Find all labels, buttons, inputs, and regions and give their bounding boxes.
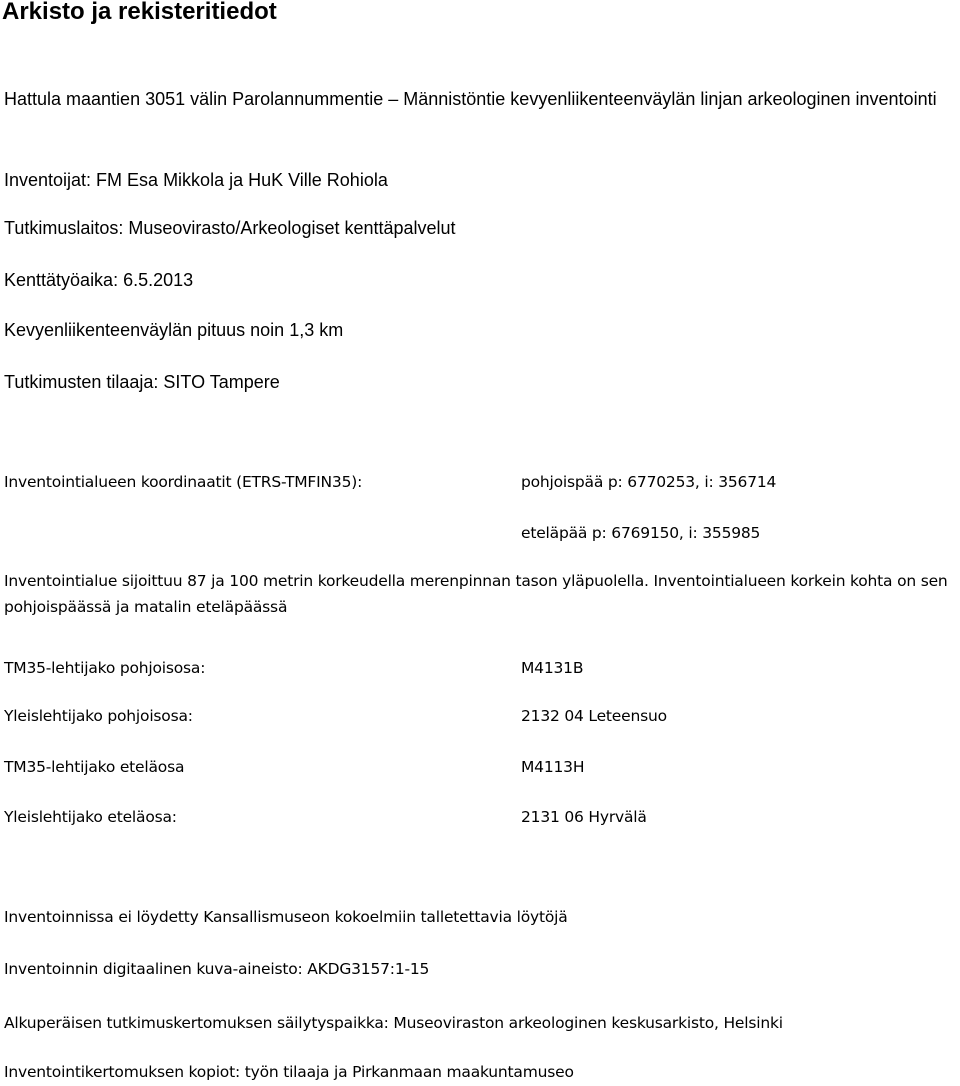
coordinates-label: Inventointialueen koordinaatit (ETRS-TMFIN35): (4, 473, 363, 491)
page-title: Arkisto ja rekisteritiedot (2, 0, 277, 25)
map-sheet-value: M4131B (521, 659, 584, 677)
map-sheet-value: 2131 06 Hyrvälä (521, 808, 647, 826)
map-sheet-label: Yleislehtijako pohjoisosa: (4, 707, 193, 725)
coordinates-south: eteläpää p: 6769150, i: 355985 (521, 524, 761, 542)
path-length: Kevyenliikenteenväylän pituus noin 1,3 km (4, 320, 344, 340)
map-sheet-value: 2132 04 Leteensuo (521, 707, 667, 725)
client: Tutkimusten tilaaja: SITO Tampere (4, 372, 280, 392)
map-sheet-value: M4113H (521, 758, 585, 776)
digital-images: Inventoinnin digitaalinen kuva-aineisto: AKDG3157:1-15 (4, 960, 430, 978)
finds: Inventoinnissa ei löydetty Kansallismuseon kokoelmiin talletettavia löytöjä (4, 908, 568, 926)
copies: Inventointikertomuksen kopiot: työn tilaaja ja Pirkanmaan maakuntamuseo (4, 1063, 574, 1081)
project-name: Hattula maantien 3051 välin Parolannummentie – Männistöntie kevyenliikenteenväylän linjan arkeologinen inventointi (4, 89, 937, 109)
map-sheet-label: Yleislehtijako eteläosa: (4, 808, 177, 826)
fieldwork-time: Kenttätyöaika: 6.5.2013 (4, 270, 194, 290)
inventors: Inventoijat: FM Esa Mikkola ja HuK Ville Rohiola (4, 170, 388, 190)
elevation-text: Inventointialue sijoittuu 87 ja 100 metrin korkeudella merenpinnan tason yläpuolella. Inventointialueen korkein kohta on sen pohjoispäässä ja matalin eteläpäässä (4, 572, 948, 616)
institution: Tutkimuslaitos: Museovirasto/Arkeologiset kenttäpalvelut (4, 218, 456, 238)
coordinates-north: pohjoispää p: 6770253, i: 356714 (521, 473, 777, 491)
map-sheet-label: TM35-lehtijako eteläosa (4, 758, 185, 776)
original-archive: Alkuperäisen tutkimuskertomuksen säilytyspaikka: Museoviraston arkeologinen keskusarkisto, Helsinki (4, 1014, 783, 1032)
map-sheet-label: TM35-lehtijako pohjoisosa: (4, 659, 206, 677)
